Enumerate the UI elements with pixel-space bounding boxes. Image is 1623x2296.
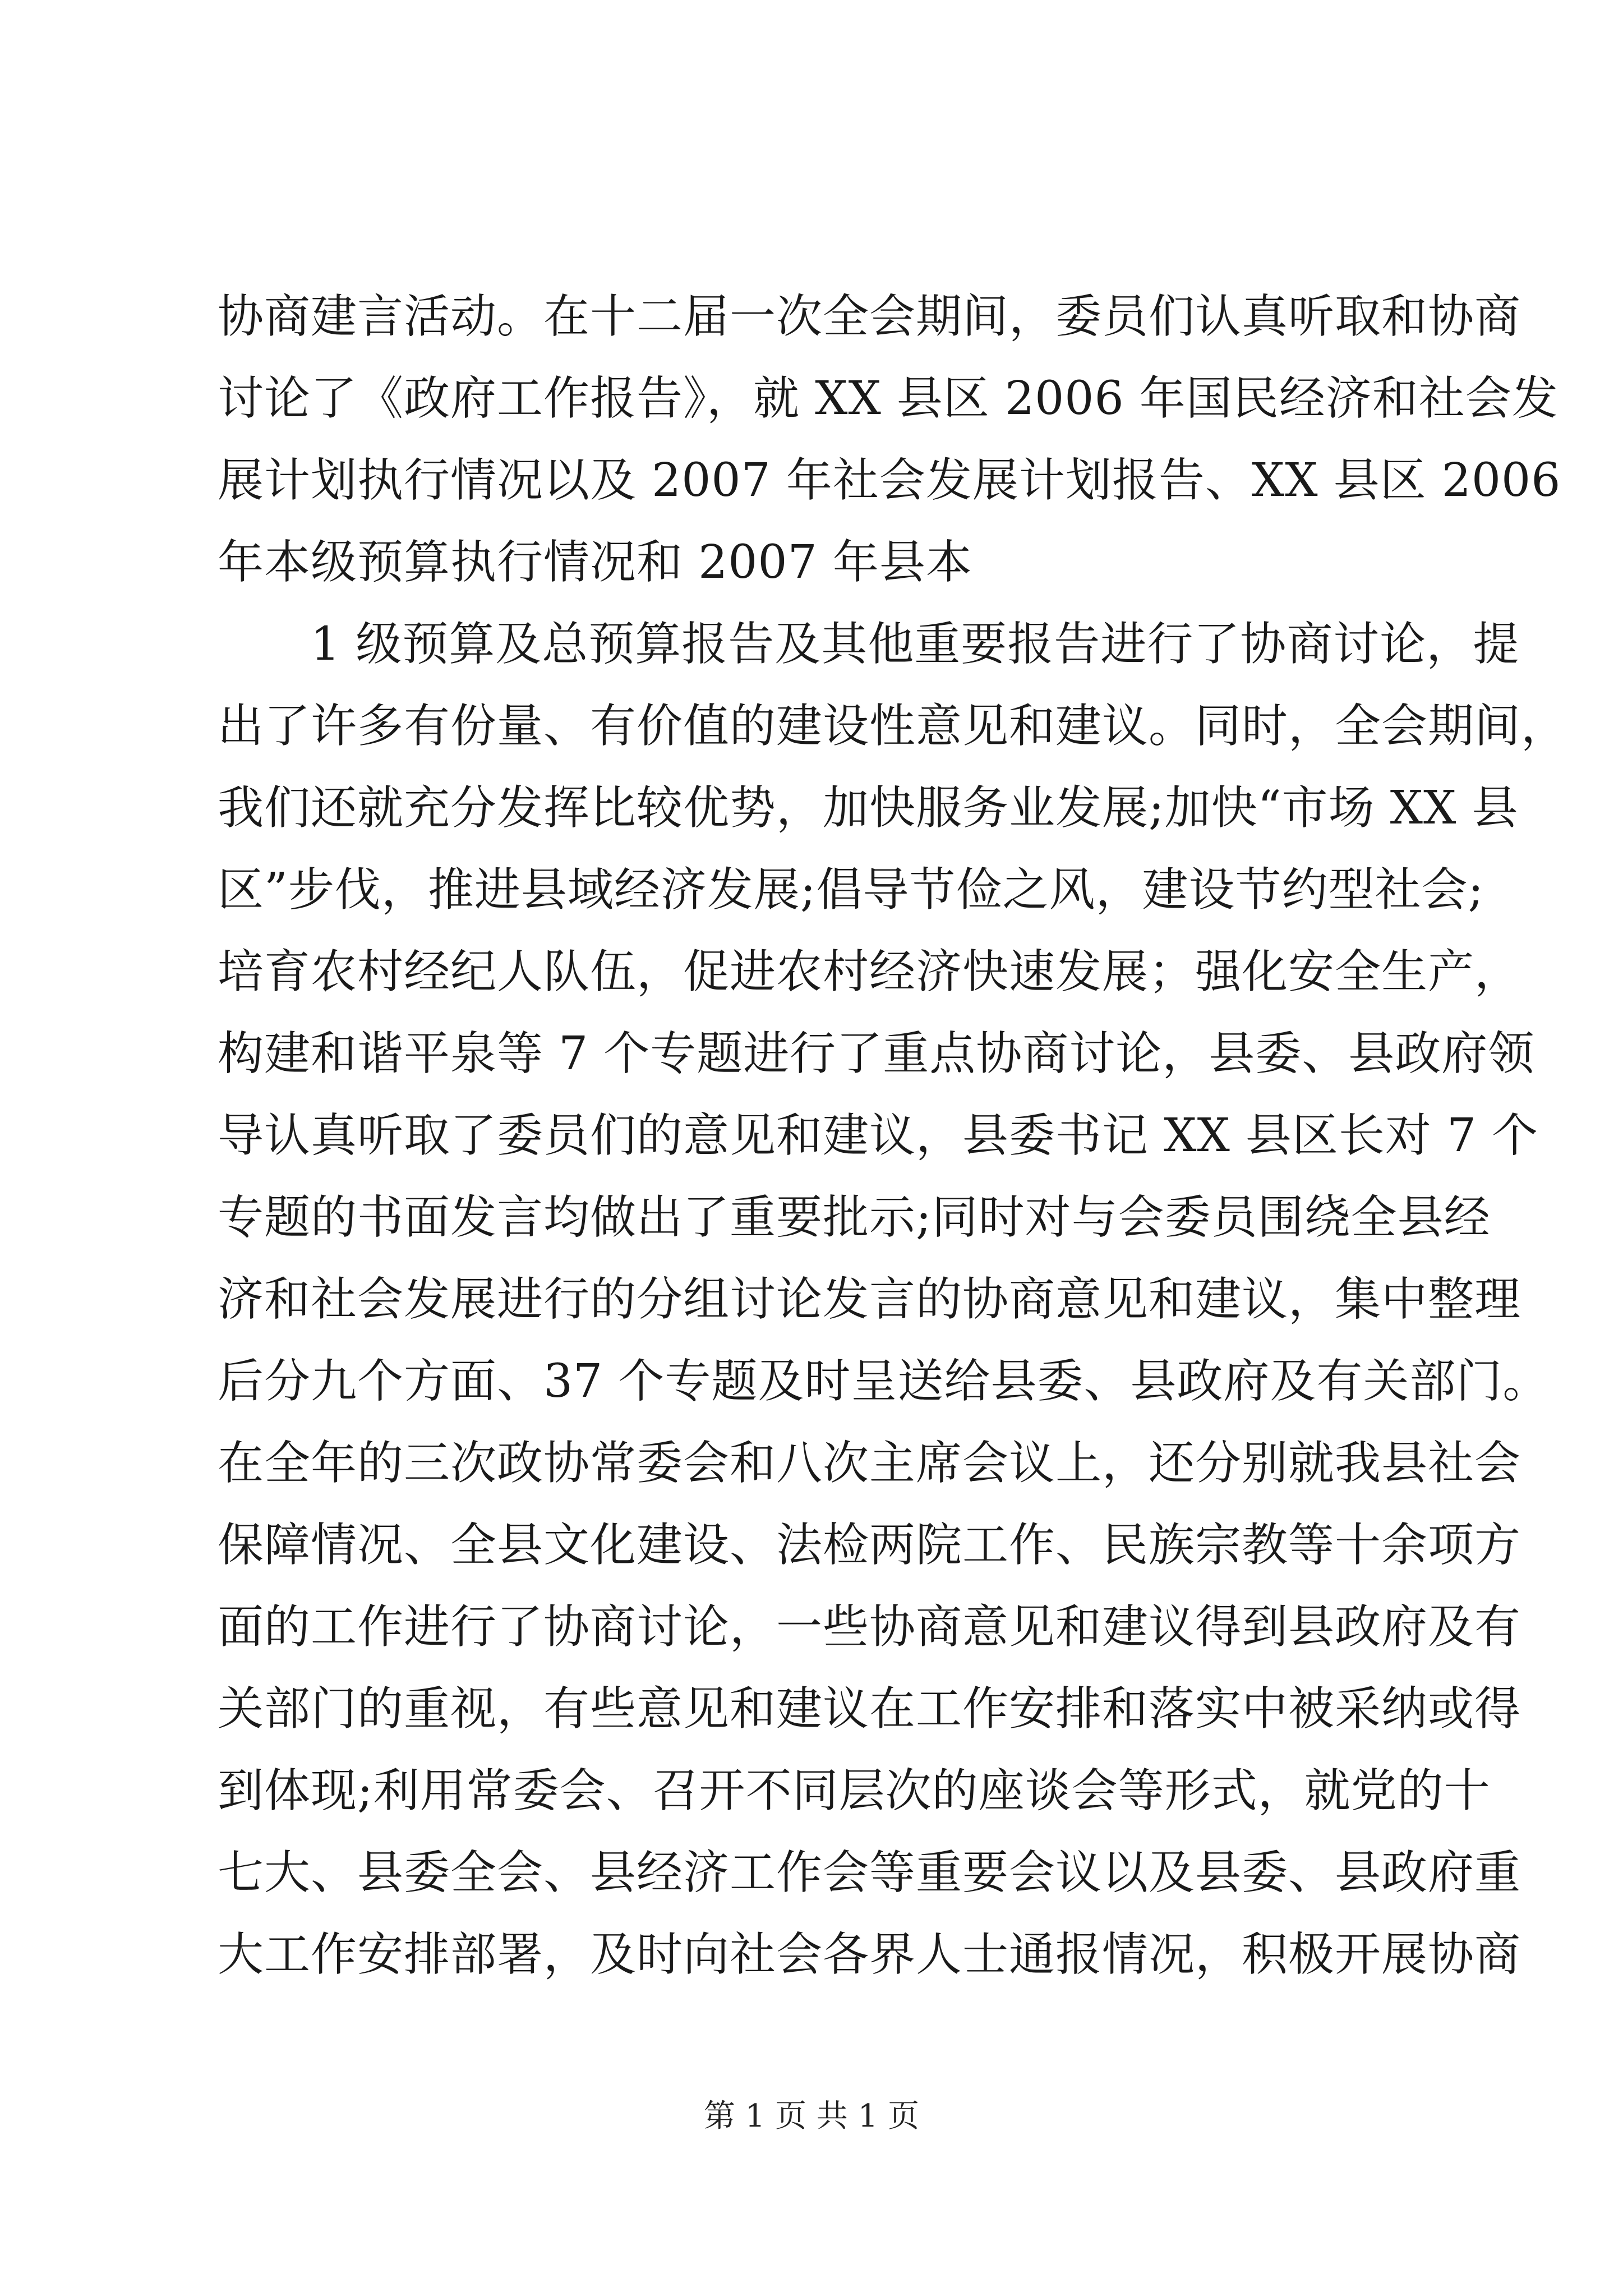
text-line: 到体现;利用常委会、召开不同层次的座谈会等形式，就党的十 — [218, 1764, 1491, 1818]
text-line: 后分九个方面、37 个专题及时呈送给县委、县政府及有关部门。 — [218, 1355, 1550, 1408]
text-line: 七大、县委全会、县经济工作会等重要会议以及县委、县政府重 — [218, 1846, 1521, 1899]
text-line: 大工作安排部署，及时向社会各界人士通报情况，积极开展协商 — [218, 1928, 1521, 1981]
text-line: 关部门的重视，有些意见和建议在工作安排和落实中被采纳或得 — [218, 1682, 1521, 1736]
text-line: 我们还就充分发挥比较优势，加快服务业发展;加快“市场 XX 县 — [218, 781, 1519, 835]
text-line: 年本级预算执行情况和 2007 年县本 — [218, 536, 972, 589]
text-line: 面的工作进行了协商讨论，一些协商意见和建议得到县政府及有 — [218, 1600, 1521, 1654]
text-line: 培育农村经纪人队伍，促进农村经济快速发展；强化安全生产， — [218, 945, 1521, 999]
text-line: 专题的书面发言均做出了重要批示;同时对与会委员围绕全县经 — [218, 1191, 1491, 1244]
text-line: 1 级预算及总预算报告及其他重要报告进行了协商讨论，提 — [218, 618, 1520, 671]
text-line: 构建和谐平泉等 7 个专题进行了重点协商讨论，县委、县政府领 — [218, 1027, 1535, 1080]
text-line: 导认真听取了委员们的意见和建议，县委书记 XX 县区长对 7 个 — [218, 1109, 1539, 1162]
text-line: 保障情况、全县文化建设、法检两院工作、民族宗教等十余项方 — [218, 1519, 1521, 1572]
text-line: 讨论了《政府工作报告》，就 XX 县区 2006 年国民经济和社会发 — [218, 372, 1559, 425]
text-line: 区”步伐，推进县域经济发展;倡导节俭之风，建设节约型社会; — [218, 863, 1484, 917]
text-line: 在全年的三次政协常委会和八次主席会议上，还分别就我县社会 — [218, 1437, 1521, 1490]
text-line: 济和社会发展进行的分组讨论发言的协商意见和建议，集中整理 — [218, 1273, 1521, 1326]
page-footer: 第 1 页 共 1 页 — [703, 2098, 920, 2134]
text-line: 展计划执行情况以及 2007 年社会发展计划报告、XX 县区 2006 — [218, 454, 1561, 507]
text-line: 协商建言活动。在十二届一次全会期间，委员们认真听取和协商 — [218, 290, 1521, 343]
text-line: 出了许多有份量、有价值的建设性意见和建议。同时，全会期间， — [218, 700, 1568, 753]
